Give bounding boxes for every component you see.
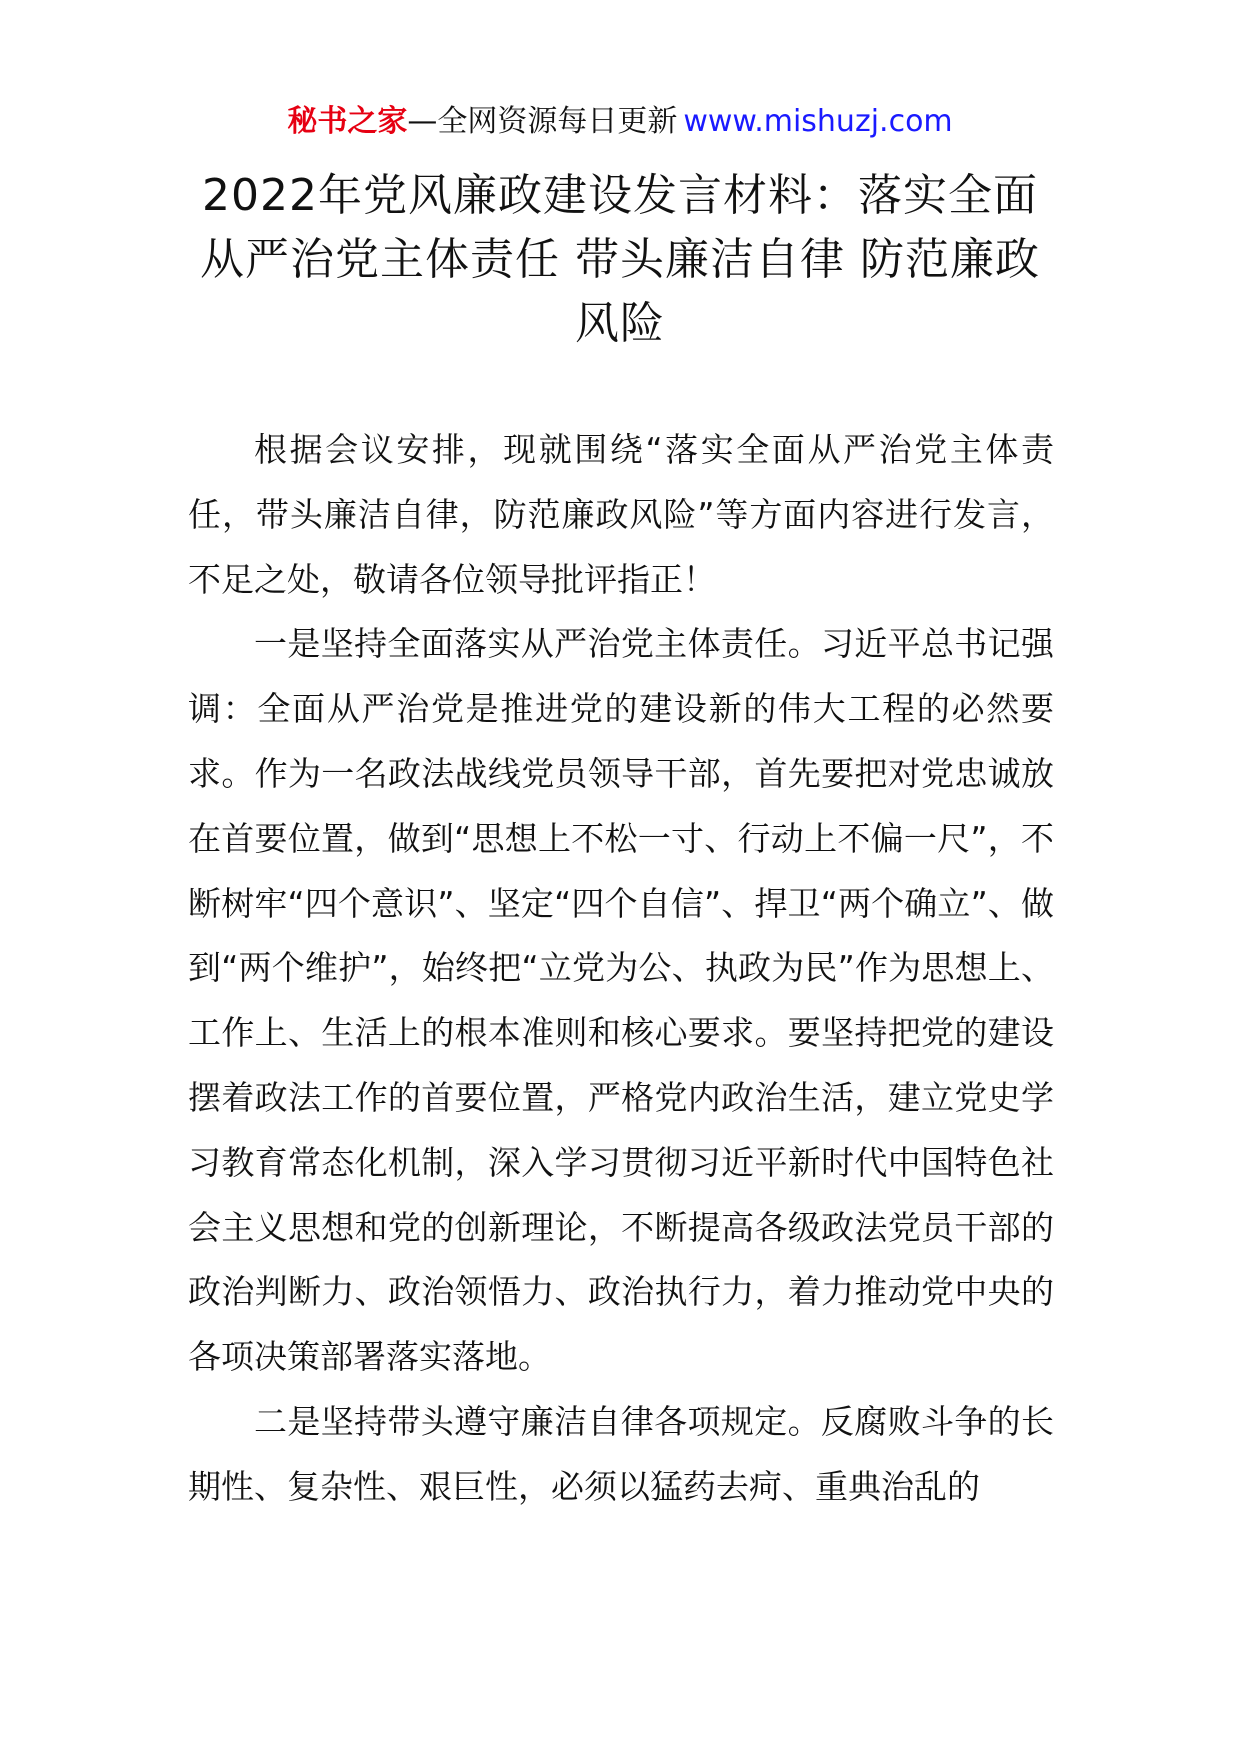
brand-name: 秘书之家 (287, 104, 408, 139)
banner-tagline: —全网资源每日更新 (407, 104, 678, 139)
paragraph-point-two: 二是坚持带头遵守廉洁自律各项规定。反腐败斗争的长期性、复杂性、艰巨性，必须以猛药去疴、重典治乱的 (188, 1401, 1054, 1506)
site-banner (0, 100, 1240, 144)
document-title: 2022年党风廉政建设发言材料：落实全面从严治党主体责任 带头廉洁自律 防范廉政风险 (200, 170, 1040, 349)
paragraph-point-one: 一是坚持全面落实从严治党主体责任。习近平总书记强调：全面从严治党是推进党的建设新的伟大工程的必然要求。作为一名政法战线党员领导干部，首先要把对党忠诚放在首要位置，做到“思想上不松一寸、行动上不偏一尺”，不断树牢“四个意识”、坚定“四个自信”、捍卫“两个确立”、做到“两个维护”，始终把“立党为公、执政为民”作为思想上、工作上、生活上的根本准则和核心要求。要坚持把党的建设摆着政法工作的首要位置，严格党内政治生活，建立党史学习教育常态化机制，深入学习贯彻习近平新时代中国特色社会主义思想和党的创新理论，不断提高各级政法党员干部的政治判断力、政治领悟力、政治执行力，着力推动党中央的各项决策部署落实落地。 (188, 624, 1054, 1377)
site-url-link[interactable]: www.mishuzj.com (683, 104, 953, 139)
paragraph-intro: 根据会议安排，现就围绕“落实全面从严治党主体责任，带头廉洁自律，防范廉政风险”等方面内容进行发言，不足之处，敬请各位领导批评指正！ (188, 430, 1054, 599)
document-body (188, 418, 1054, 1520)
